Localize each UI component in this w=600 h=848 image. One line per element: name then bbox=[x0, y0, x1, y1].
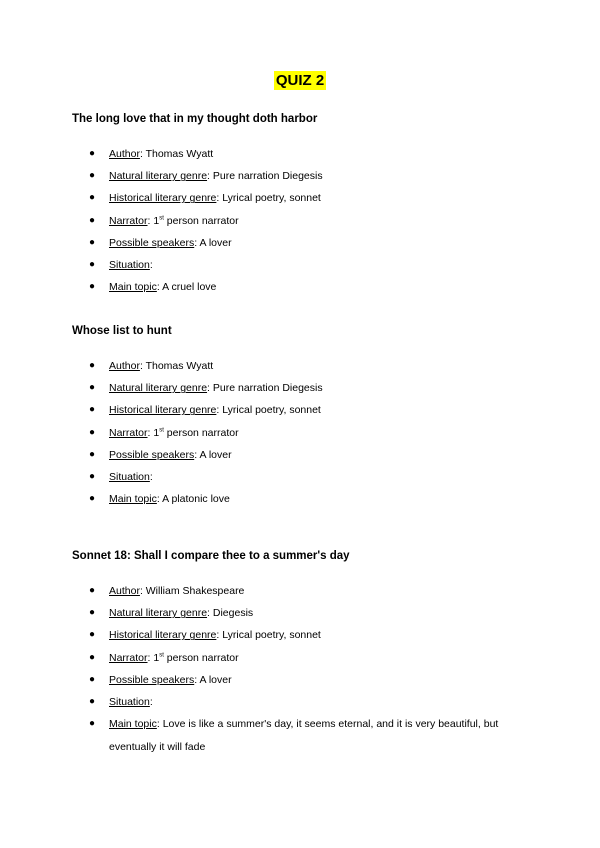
bullet-icon: ● bbox=[89, 448, 96, 460]
item-value: Lyrical poetry, sonnet bbox=[219, 192, 321, 205]
bullet-icon: ● bbox=[89, 382, 96, 394]
item-value: Lyrical poetry, sonnet bbox=[219, 404, 321, 417]
item-sep: : bbox=[156, 493, 160, 506]
item-value: A lover bbox=[197, 448, 232, 461]
item-label: Narrator bbox=[109, 214, 148, 227]
item-sep: : bbox=[216, 629, 220, 642]
item-value: A lover bbox=[197, 673, 232, 686]
item-value: Diegesis bbox=[209, 607, 254, 620]
item-sep: : bbox=[149, 471, 153, 484]
item-value: William Shakespeare bbox=[142, 585, 245, 597]
item-sep: : bbox=[194, 236, 198, 249]
item-value: Pure narration Diegesis bbox=[209, 382, 323, 395]
item-sep: : bbox=[139, 360, 143, 372]
section-heading: Whose list to hunt bbox=[72, 325, 172, 337]
section-1 bbox=[72, 113, 542, 298]
bullet-icon: ● bbox=[89, 651, 96, 663]
bullet-icon: ● bbox=[89, 404, 96, 416]
list-item bbox=[72, 355, 542, 377]
item-label: Possible speakers bbox=[109, 673, 195, 686]
item-value: A platonic love bbox=[159, 493, 230, 506]
item-sep: : bbox=[207, 607, 210, 620]
item-label: Historical literary genre bbox=[109, 629, 217, 642]
item-label: Natural literary genre bbox=[109, 382, 208, 395]
list-item bbox=[72, 187, 542, 209]
section-heading: The long love that in my thought doth harbor bbox=[72, 113, 318, 125]
item-label: Main topic bbox=[109, 281, 157, 294]
list-item bbox=[72, 276, 542, 298]
list-item bbox=[72, 624, 542, 646]
section-list bbox=[72, 143, 542, 298]
bullet-icon: ● bbox=[89, 718, 96, 730]
item-value-cont: person narrator bbox=[163, 426, 239, 439]
item-label: Natural literary genre bbox=[109, 607, 208, 620]
item-label: Historical literary genre bbox=[109, 404, 217, 417]
ordinal-suffix: st bbox=[159, 215, 164, 222]
bullet-icon: ● bbox=[89, 259, 96, 271]
bullet-icon: ● bbox=[89, 281, 96, 293]
list-item bbox=[72, 143, 542, 165]
item-label: Main topic bbox=[109, 493, 157, 506]
item-sep: : bbox=[194, 673, 198, 686]
bullet-icon: ● bbox=[89, 493, 96, 505]
item-sep: : bbox=[147, 214, 151, 227]
list-item bbox=[72, 647, 542, 669]
item-value: Love is like a summer's day, it seems eternal, and it is very beautiful, but eventually it will fade bbox=[109, 718, 499, 753]
item-label: Author bbox=[109, 148, 140, 160]
list-item bbox=[72, 444, 542, 466]
list-item bbox=[72, 669, 542, 691]
bullet-icon: ● bbox=[89, 629, 96, 641]
section-3 bbox=[72, 550, 542, 758]
item-sep: : bbox=[149, 696, 153, 709]
item-label: Possible speakers bbox=[109, 236, 195, 249]
section-2 bbox=[72, 325, 542, 510]
item-label: Situation bbox=[109, 696, 150, 709]
item-value: Thomas Wyatt bbox=[142, 148, 214, 160]
item-label: Author bbox=[109, 585, 140, 597]
item-value-cont: person narrator bbox=[163, 214, 239, 227]
list-item bbox=[72, 713, 542, 758]
item-sep: : bbox=[207, 382, 210, 395]
item-sep: : bbox=[149, 259, 153, 272]
list-item bbox=[72, 165, 542, 187]
list-item bbox=[72, 602, 542, 624]
item-value: Lyrical poetry, sonnet bbox=[219, 629, 321, 642]
list-item bbox=[72, 466, 542, 488]
list-item bbox=[72, 232, 542, 254]
item-label: Narrator bbox=[109, 651, 148, 664]
list-item bbox=[72, 210, 542, 232]
bullet-icon: ● bbox=[89, 585, 96, 596]
item-label: Author bbox=[109, 360, 140, 372]
item-value: 1 bbox=[150, 426, 160, 439]
item-sep: : bbox=[207, 170, 210, 183]
item-sep: : bbox=[216, 404, 220, 417]
bullet-icon: ● bbox=[89, 673, 96, 685]
bullet-icon: ● bbox=[89, 696, 96, 708]
list-item bbox=[72, 580, 542, 602]
page-title bbox=[0, 72, 600, 90]
bullet-icon: ● bbox=[89, 214, 96, 226]
section-list bbox=[72, 580, 542, 758]
item-label: Situation bbox=[109, 471, 150, 484]
bullet-icon: ● bbox=[89, 607, 96, 619]
ordinal-suffix: st bbox=[159, 652, 164, 659]
item-sep: : bbox=[156, 718, 160, 731]
list-item bbox=[72, 488, 542, 510]
item-value: 1 bbox=[150, 214, 160, 227]
ordinal-suffix: st bbox=[159, 427, 164, 434]
item-sep: : bbox=[194, 448, 198, 461]
bullet-icon: ● bbox=[89, 360, 96, 371]
item-label: Possible speakers bbox=[109, 448, 195, 461]
item-label: Narrator bbox=[109, 426, 148, 439]
item-sep: : bbox=[147, 651, 151, 664]
item-sep: : bbox=[156, 281, 160, 294]
section-heading: Sonnet 18: Shall I compare thee to a summer's day bbox=[72, 550, 350, 562]
item-sep: : bbox=[147, 426, 151, 439]
item-value: 1 bbox=[150, 651, 160, 664]
item-value: Pure narration Diegesis bbox=[209, 170, 323, 183]
list-item bbox=[72, 691, 542, 713]
item-value: A cruel love bbox=[159, 281, 217, 294]
list-item bbox=[72, 377, 542, 399]
bullet-icon: ● bbox=[89, 148, 96, 159]
section-list bbox=[72, 355, 542, 510]
list-item bbox=[72, 254, 542, 276]
item-label: Situation bbox=[109, 259, 150, 272]
item-value-cont: person narrator bbox=[163, 651, 239, 664]
bullet-icon: ● bbox=[89, 426, 96, 438]
item-value: A lover bbox=[197, 236, 232, 249]
item-value: Thomas Wyatt bbox=[142, 360, 214, 372]
bullet-icon: ● bbox=[89, 170, 96, 182]
list-item bbox=[72, 399, 542, 421]
list-item bbox=[72, 422, 542, 444]
item-label: Natural literary genre bbox=[109, 170, 208, 183]
bullet-icon: ● bbox=[89, 236, 96, 248]
item-sep: : bbox=[139, 148, 143, 160]
item-label: Main topic bbox=[109, 718, 157, 731]
title-text: QUIZ 2 bbox=[275, 72, 325, 89]
item-label: Historical literary genre bbox=[109, 192, 217, 205]
bullet-icon: ● bbox=[89, 471, 96, 483]
item-sep: : bbox=[216, 192, 220, 205]
bullet-icon: ● bbox=[89, 192, 96, 204]
item-sep: : bbox=[139, 585, 143, 597]
